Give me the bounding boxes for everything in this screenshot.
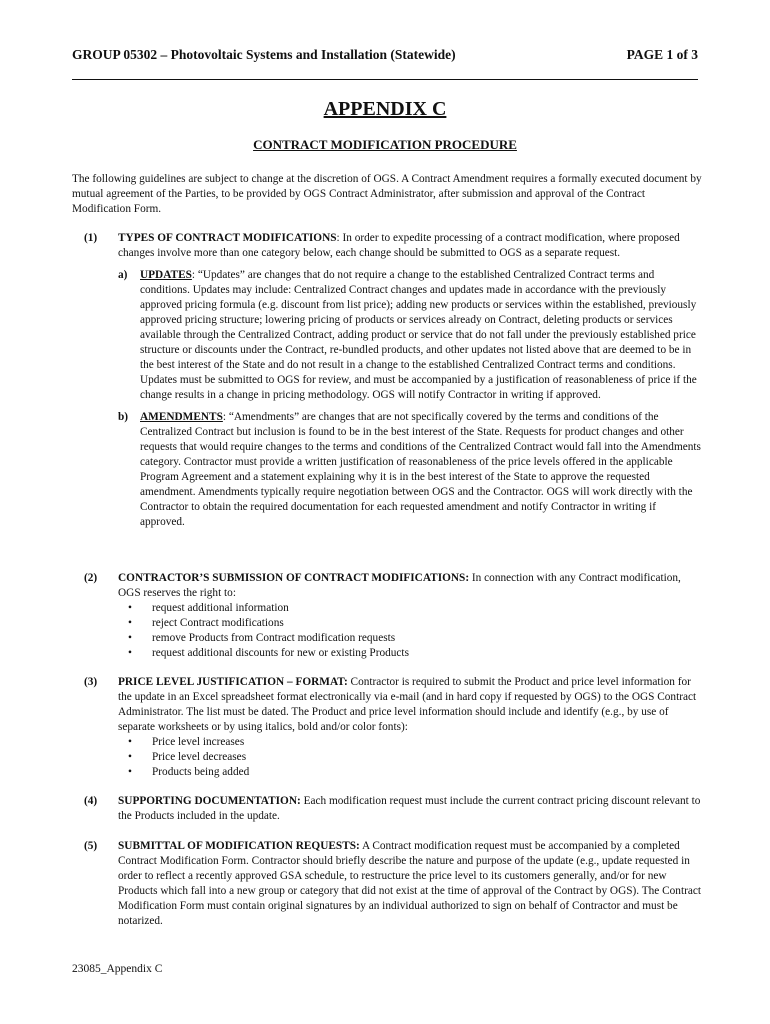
- bullet-list: [118, 601, 702, 661]
- list-item-text: request additional information: [152, 602, 289, 614]
- bullet: •: [128, 617, 132, 629]
- list-item: [128, 646, 702, 661]
- page-title: APPENDIX C: [323, 98, 447, 120]
- section-2: [72, 571, 702, 661]
- list-item: [128, 631, 702, 646]
- section-heading: TYPES OF CONTRACT MODIFICATIONS: [118, 232, 337, 244]
- section-number: (4): [84, 795, 98, 807]
- header-group-title: GROUP 05302 – Photovoltaic Systems and Installation (Statewide): [72, 47, 456, 62]
- section-3: [72, 675, 702, 780]
- section-heading: PRICE LEVEL JUSTIFICATION – FORMAT:: [118, 676, 348, 688]
- page-footer: 23085_Appendix C: [72, 963, 163, 975]
- page-subtitle: CONTRACT MODIFICATION PROCEDURE: [253, 137, 517, 152]
- list-item: [128, 735, 702, 750]
- subsection-text: : “Updates” are changes that do not require a change to the established Centralized Contract terms and conditions. Updates may include: Centralized Contract changes and updates made in accordance with the previously approved pricing formula (e.g. discount from list price); adding new products or services within the established, previously approved pricing structure; lowering pricing of products or services already on Contract, deleting products or services available through the Centralized Contract, adding product or service that do not fall under the previously established price structure or discounts under the Contract, re-bundled products, and other updates not listed above that are deemed to be in the best interest of the State and do not result in a change to the established Centralized Contract terms and conditions. Updates must be submitted to OGS for review, and must be accompanied by a justification of reasonableness of price if the change results in a change in pricing methodology. OGS will notify Contractor in writing if approved.: [140, 269, 697, 401]
- section-text: A Contract modification request must be accompanied by a completed Contract Modification Form. Contractor should briefly describe the nature and purpose of the update (e.g., update requested in order to reflect a recently approved GSA schedule, to restructure the price level to its customers generally, and/or for new Products which fall into a new group or category that did not exist at the time of approval of the Contract by OGS). The Contract Modification Form must contain original signatures by an individual authorized to sign on behalf of Contractor and must be notarized.: [118, 840, 702, 927]
- bullet: •: [128, 647, 132, 659]
- header-rule: [72, 79, 698, 80]
- list-item-text: Price level increases: [152, 736, 245, 748]
- section-4: [72, 794, 702, 824]
- section-heading: SUBMITTAL OF MODIFICATION REQUESTS:: [118, 840, 360, 852]
- section-1: [72, 231, 702, 530]
- list-item-text: request additional discounts for new or existing Products: [152, 647, 409, 659]
- header-page-number: PAGE 1 of 3: [626, 47, 698, 62]
- section-number: (1): [84, 232, 98, 244]
- bullet: •: [128, 766, 132, 778]
- bullet: •: [128, 602, 132, 614]
- section-text: In connection with any Contract modification, OGS reserves the right to:: [118, 572, 681, 599]
- subsection-heading: UPDATES: [140, 269, 192, 281]
- section-heading: SUPPORTING DOCUMENTATION:: [118, 795, 301, 807]
- section-text: : In order to expedite processing of a contract modification, where proposed changes involve more than one category below, each change should be submitted to OGS as a separate request.: [118, 232, 680, 259]
- section-1-intro: [118, 231, 702, 261]
- list-item: [128, 765, 702, 780]
- section-5: [72, 839, 702, 929]
- list-item-text: Products being added: [152, 766, 250, 778]
- section-text: Contractor is required to submit the Product and price level information for the update in an Excel spreadsheet format electronically via e-mail (and in hard copy if requested by OGS) to the OGS Contract Administrator. The list must be dated. The Product and price level information should include and identify (e.g., by use of separate worksheets or by using italics, bold and/or color fonts):: [118, 676, 697, 733]
- bullet: •: [128, 751, 132, 763]
- list-item: [128, 616, 702, 631]
- subsection-updates: [118, 268, 702, 403]
- list-item-text: Price level decreases: [152, 751, 247, 763]
- bullet: •: [128, 632, 132, 644]
- list-item-text: remove Products from Contract modification requests: [152, 632, 396, 644]
- subsection-text: : “Amendments” are changes that are not specifically covered by the terms and conditions of the Centralized Contract but inclusion is found to be in the best interest of the State. Requests for product changes and other requests that would require changes to the terms and conditions of the Centralized Contract would fall into the Amendments category. Contractor must provide a written justification of reasonableness of the price levels offered in the applicable Program Agreement and a statement explaining why it is in the best interest of the State to approve the requested amendment. Amendments typically require negotiation between OGS and the Contractor. OGS will work directly with the Contractor to obtain the required documentation for each requested amendment and notify Contractor in writing if approved.: [140, 411, 701, 528]
- subsection-amendments: [118, 410, 702, 530]
- list-item: [128, 750, 702, 765]
- list-item: [128, 601, 702, 616]
- section-number: (2): [84, 572, 98, 584]
- list-item-text: reject Contract modifications: [152, 617, 284, 629]
- subsection-label: a): [118, 269, 128, 281]
- intro-paragraph: The following guidelines are subject to change at the discretion of OGS. A Contract Amendment requires a formally executed document by mutual agreement of the Parties, to be provided by OGS Contract Administrator, after submission and approval of the Contract Modification Form.: [72, 173, 702, 215]
- section-heading: CONTRACTOR’S SUBMISSION OF CONTRACT MODIFICATIONS:: [118, 572, 470, 584]
- section-number: (5): [84, 840, 98, 852]
- section-text: Each modification request must include the current contract pricing discount relevant to the Products included in the update.: [118, 795, 701, 822]
- section-number: (3): [84, 676, 98, 688]
- bullet: •: [128, 736, 132, 748]
- bullet-list: [118, 735, 702, 780]
- subsection-heading: AMENDMENTS: [140, 411, 223, 423]
- subsection-label: b): [118, 411, 129, 423]
